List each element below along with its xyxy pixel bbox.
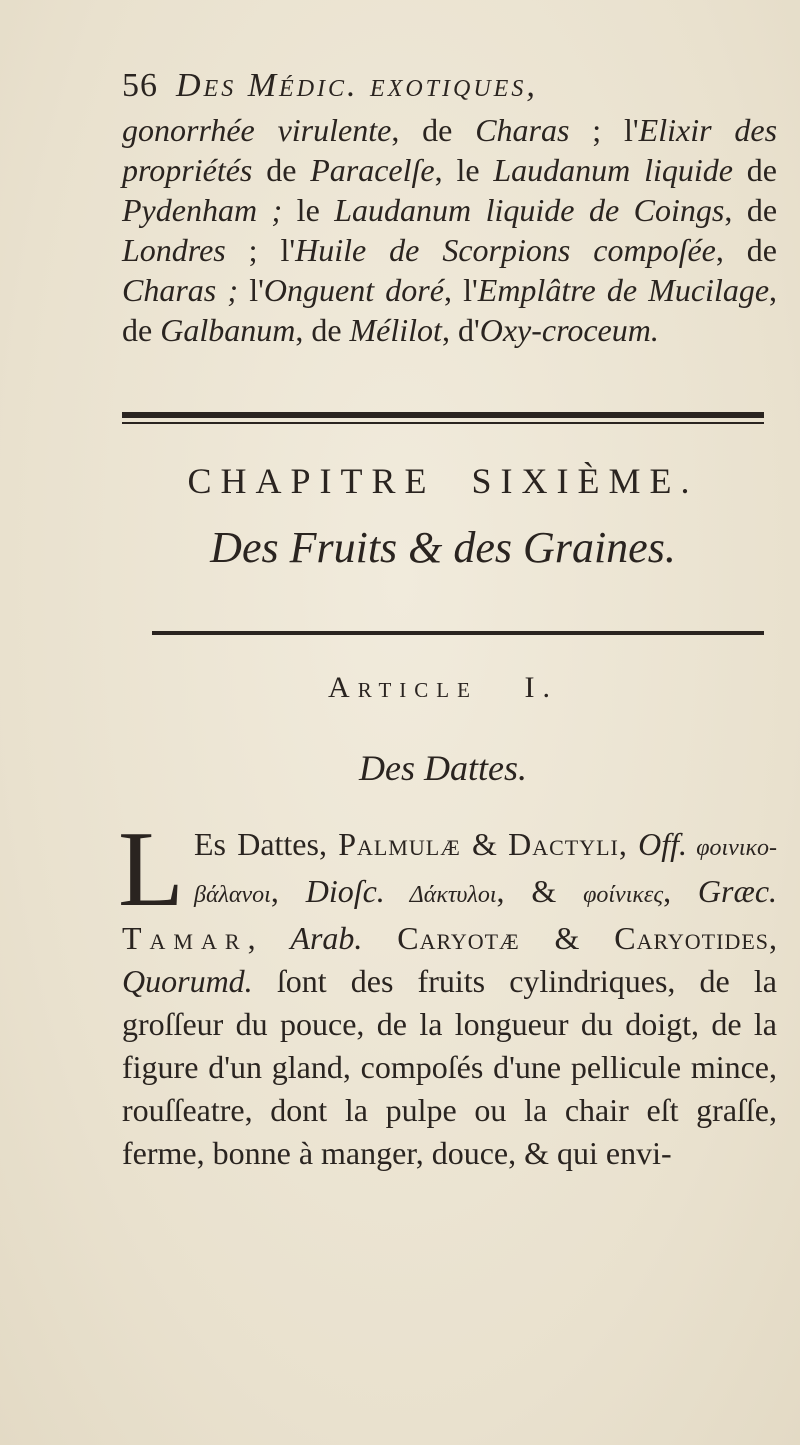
running-title: Des Médic. exotiques — [176, 67, 527, 104]
running-title-sep: , — [526, 67, 536, 104]
chapter-subtitle: Des Fruits & des Graines. — [210, 523, 676, 572]
chapter-number-word: SIXIÈME. — [471, 461, 699, 501]
chapter-word: CHAPITRE — [187, 461, 436, 501]
body-paragraph: L Es Dattes, Palmulæ & Dactyli, Off. φοινικο-βάλανοι, Dioſc. Δάκτυλοι, & φοίνικες, Græc. Tamar, Arab. Caryotæ & Caryotides, Quorumd. ſont des fruits cylindriques, de la groſſeur du pouce, de la longueur du doigt, de la figure d'un gland, compoſés d'une pellicule mince, rouſſeatre, dont la pulpe ou la chair eſt graſſe, ferme, bonne à manger, douce, & qui envi- — [118, 810, 778, 1171]
chapter-heading — [122, 460, 764, 502]
page-number: 56 — [122, 67, 158, 104]
article-subtitle: Des Dattes. — [359, 748, 527, 788]
greek-term: Δάκτυλοι — [384, 882, 497, 908]
article-number: I. — [524, 671, 558, 704]
article-label: Article — [328, 671, 478, 704]
running-head — [122, 62, 777, 110]
article-heading — [122, 671, 764, 705]
greek-term: φοινικο-βάλανοι — [193, 835, 778, 908]
greek-term: φοίνικες — [583, 882, 664, 908]
previous-paragraph: gonorrhée virulente, de Charas ; l'Elixir des propriétés de Paracelſe, le Laudanum liquide de Pydenham ; le Laudanum liquide de Coings, de Londres ; l'Huile de Scorpions compoſée, de Charas ; l'Onguent doré, l'Emplâtre de Mucilage, de Galbanum, de Mélilot, d'Oxy-croceum. — [122, 112, 778, 348]
drop-cap: L — [118, 810, 184, 929]
article-divider-rule — [152, 631, 764, 635]
chapter-divider-rule — [122, 412, 764, 424]
page-content — [118, 62, 778, 1175]
